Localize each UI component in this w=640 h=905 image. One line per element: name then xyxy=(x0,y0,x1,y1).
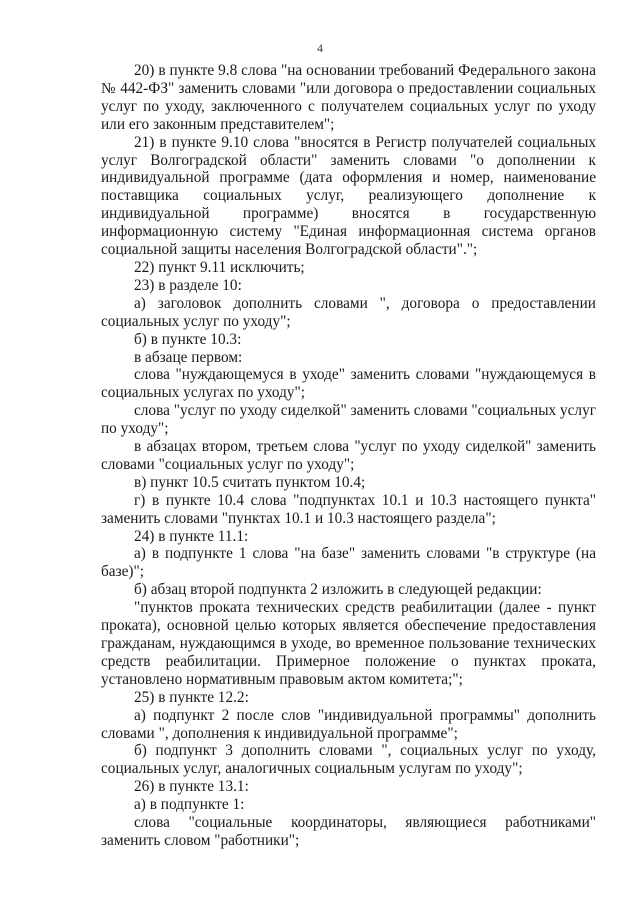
paragraph-item-23g: г) в пункте 10.4 слова "подпунктах 10.1 и 10.3 настоящего пункта" заменить словами "пунктах 10.1 и 10.3 настоящего раздела"; xyxy=(101,491,596,527)
paragraph-item-23b: б) в пункте 10.3: xyxy=(134,330,242,348)
paragraph-item-24: 24) в пункте 11.1: xyxy=(134,527,249,545)
paragraph-replace-3: в абзацах втором, третьем слова "услуг по уходу сиделкой" заменить словами "социальных услуг по уходу"; xyxy=(101,438,596,473)
paragraph-quote: "пунктов проката технических средств реабилитации (далее - пункт проката), основной целью которых является обеспечение предоставления гражданам, нуждающимся в уходе, во временное пользование технических средств реабилитации. Примерное положение о пунктах проката, установлено нормативным правовым актом комитета;"; xyxy=(101,599,596,688)
paragraph-first-abzac: в абзаце первом: xyxy=(134,348,243,366)
paragraph-replace-1: слова "нуждающемуся в уходе" заменить словами "нуждающемуся в социальных услугах по уходу"; xyxy=(101,366,596,402)
paragraph-item-25b: б) подпункт 3 дополнить словами ", социальных услуг по уходу, социальных услуг, аналогичных социальным услугам по уходу"; xyxy=(101,742,596,778)
paragraph-item-23a: а) заголовок дополнить словами ", договора о предоставлении социальных услуг по уходу"; xyxy=(101,294,596,330)
paragraph-replace-2: слова "услуг по уходу сиделкой" заменить словами "социальных услуг по уходу"; xyxy=(101,402,596,438)
paragraph-item-26a: а) в подпункте 1: xyxy=(134,796,245,814)
paragraph-item-26: 26) в пункте 13.1: xyxy=(134,778,249,796)
paragraph-item-21: 21) в пункте 9.10 слова "вносятся в Регистр получателей социальных услуг Волгоградской области" заменить словами "о дополнении к индивидуальной программе (дата оформления и номер, наименование поставщика социальных услуг, реализующего дополнение к индивидуальной программе) вносятся в государственную информационную систему "Единая информационная система органов социальной защиты населения Волгоградской области"."; xyxy=(101,133,596,259)
page-number: 4 xyxy=(317,41,323,55)
paragraph-item-23: 23) в разделе 10: xyxy=(134,276,242,294)
paragraph-item-20: 20) в пункте 9.8 слова "на основании требований Федерального закона № 442-ФЗ" заменить словами "или договора о предоставлении социальных услуг по уходу, заключенного с получателем социальных услуг по уходу или его законным представителем"; xyxy=(101,62,596,133)
paragraph-item-24a: а) в подпункте 1 слова "на базе" заменить словами "в структуре (на базе)"; xyxy=(101,545,596,581)
paragraph-item-22: 22) пункт 9.11 исключить; xyxy=(134,258,305,276)
document-body xyxy=(101,62,596,850)
paragraph-replace-4: слова "социальные координаторы, являющиеся работниками" заменить словом "работники"; xyxy=(101,814,596,849)
paragraph-item-24b: б) абзац второй подпункта 2 изложить в следующей редакции: xyxy=(134,581,542,599)
paragraph-item-23v: в) пункт 10.5 считать пунктом 10.4; xyxy=(134,473,366,491)
paragraph-item-25: 25) в пункте 12.2: xyxy=(134,688,249,706)
paragraph-item-25a: а) подпункт 2 после слов "индивидуальной программы" дополнить словами ", дополнения к индивидуальной программе"; xyxy=(101,706,596,742)
